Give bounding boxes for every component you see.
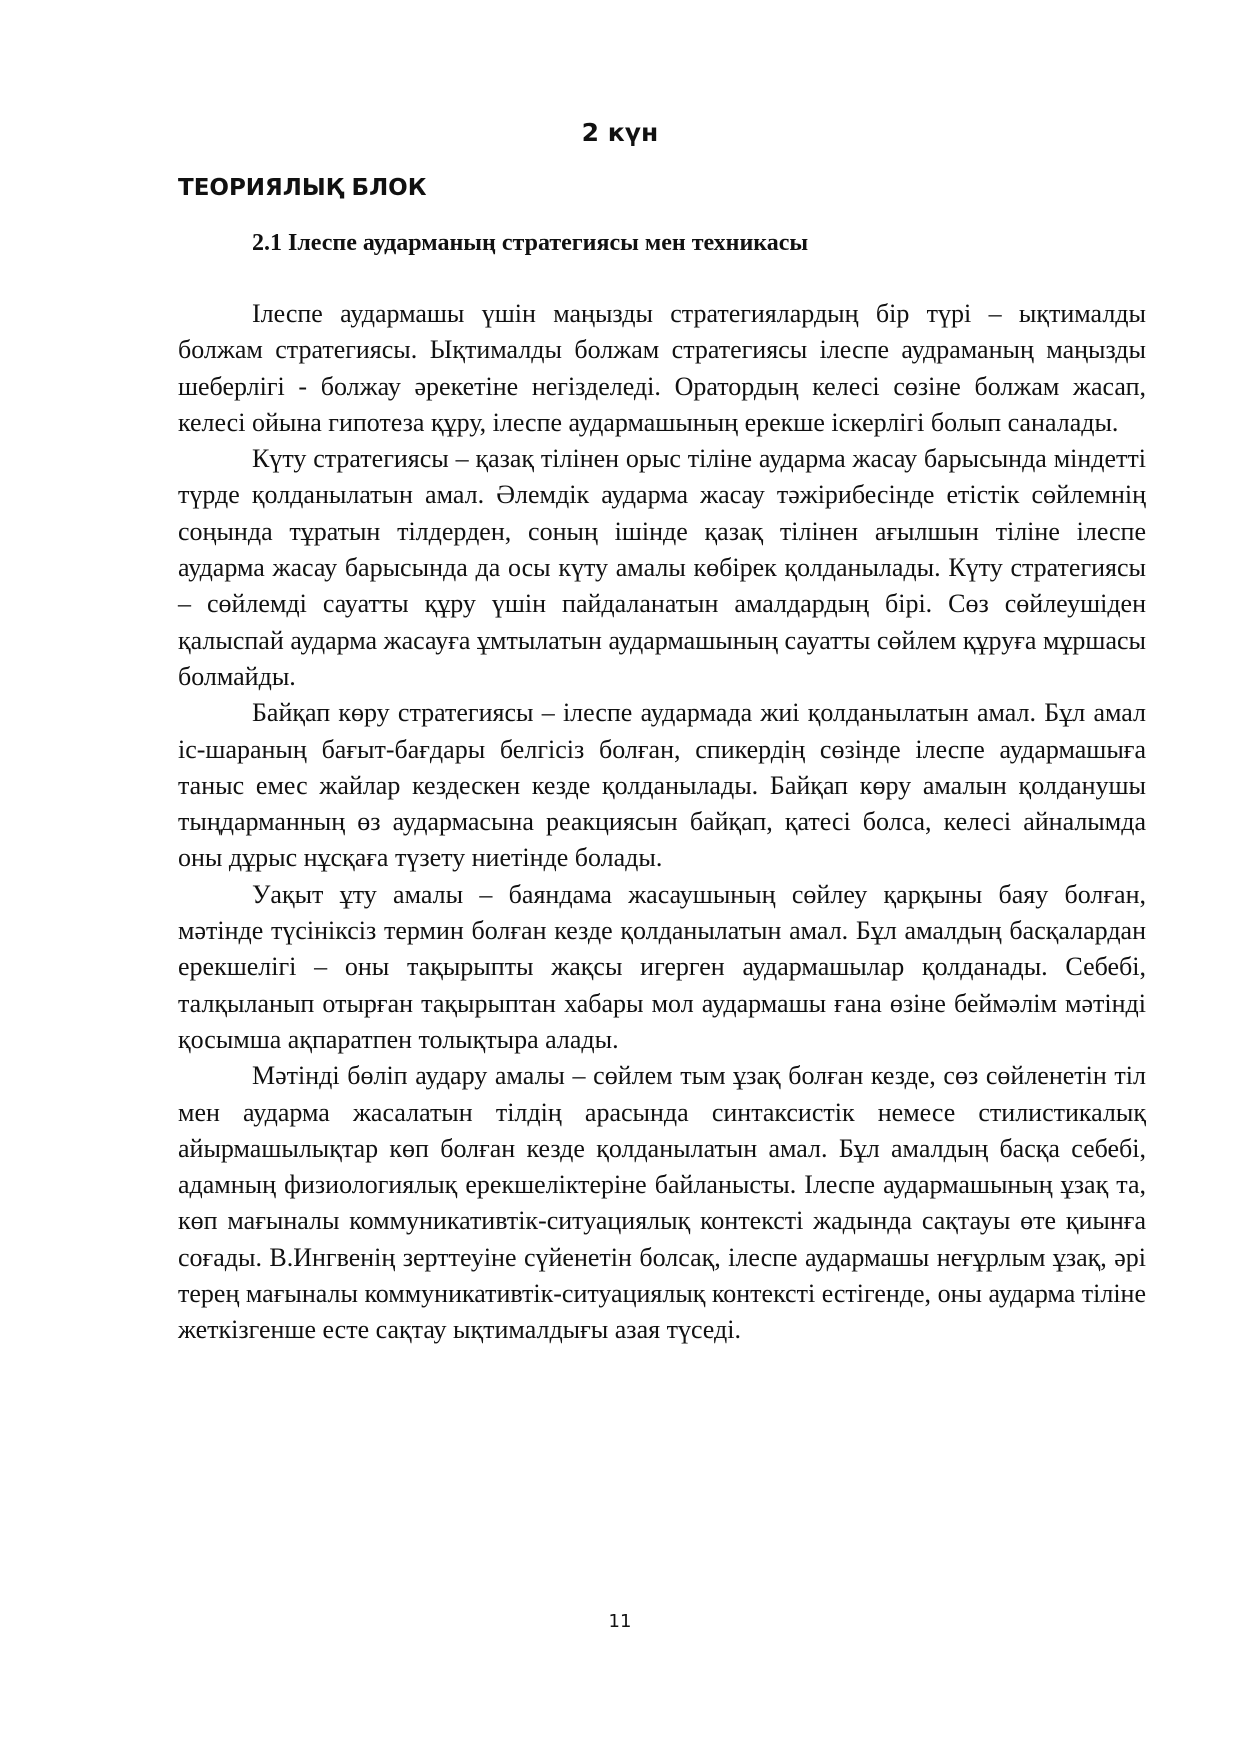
day-title: 2 күн	[581, 118, 659, 147]
paragraph-time-gaining: Уақыт ұту амалы – баяндама жасаушының сөйлеу қарқыны баяу болған, мәтінде түсініксіз термин болған кезде қолданылатын амал. Бұл амалдың басқалардан ерекшелігі – оны тақырыпты жақсы игерген аудармашылар қолданады. Себебі, талқыланып отырған тақырыптан хабары мол аудармашы ғана өзіне беймәлім мәтінді қосымша ақпаратпен толықтыра алады.	[178, 879, 1146, 1054]
paragraph-text-splitting: Мәтінді бөліп аудару амалы – сөйлем тым ұзақ болған кезде, сөз сөйленетін тіл мен аударма жасалатын тілдің арасында синтаксистік немесе стилистикалық айырмашылықтар көп болған кезде қолданылатын амал. Бұл амалдың басқа себебі, адамның физиологиялық ерекшеліктеріне байланысты. Ілеспе аудармашының ұзақ та, көп мағыналы коммуникативтік-ситуациялық контексті жадында сақтауы өте қиынға соғады. В.Ингвенің зерттеуіне сүйенетін болсақ, ілеспе аудармашы неғұрлым ұзақ, әрі терең мағыналы коммуникативтік-ситуациялық контексті естігенде, оны аударма тіліне жеткізгенше есте сақтау ықтималдығы азая түседі.	[178, 1061, 1146, 1345]
paragraph-waiting-strategy: Күту стратегиясы – қазақ тілінен орыс тіліне аударма жасау барысында міндетті түрде қолданылатын амал. Әлемдік аударма жасау тәжірибесінде етістік сөйлемнің соңында тұратын тілдерден, соның ішінде қазақ тілінен ағылшын тіліне ілеспе аударма жасау барысында да осы күту амалы көбірек қолданылады. Күту стратегиясы – сөйлемді сауатты құру үшін пайдаланатын амалдардың бірі. Сөз сөйлеушіден қалыспай аударма жасауға ұмтылатын аудармашының сауатты сөйлем құруға мұршасы болмайды.	[178, 444, 1146, 691]
paragraph-trial-strategy: Байқап көру стратегиясы – ілеспе аудармада жиі қолданылатын амал. Бұл амал іс-шараның бағыт-бағдары белгісіз болған, спикердің сөзінде ілеспе аудармашыға таныс емес жайлар кездескен кезде қолданылады. Байқап көру амалын қолданушы тыңдарманның өз аудармасына реакциясын байқап, қатесі болса, келесі айналымда оны дұрыс нұсқаға түзету ниетінде болады.	[178, 698, 1146, 873]
page-number: 11	[608, 1611, 632, 1632]
section-title: 2.1 Ілеспе аударманың стратегиясы мен техникасы	[252, 230, 809, 256]
body-text	[178, 296, 1146, 1349]
paragraph-prediction-strategy: Ілеспе аудармашы үшін маңызды стратегиялардың бір түрі – ықтималды болжам стратегиясы. Ықтималды болжам стратегиясы ілеспе аудраманың маңызды шеберлігі - болжау әрекетіне негізделеді. Оратордың келесі сөзіне болжам жасап, келесі ойына гипотеза құру, ілеспе аудармашының ерекше іскерлігі болып саналады.	[178, 299, 1146, 437]
block-title: ТЕОРИЯЛЫҚ БЛОК	[178, 175, 427, 201]
